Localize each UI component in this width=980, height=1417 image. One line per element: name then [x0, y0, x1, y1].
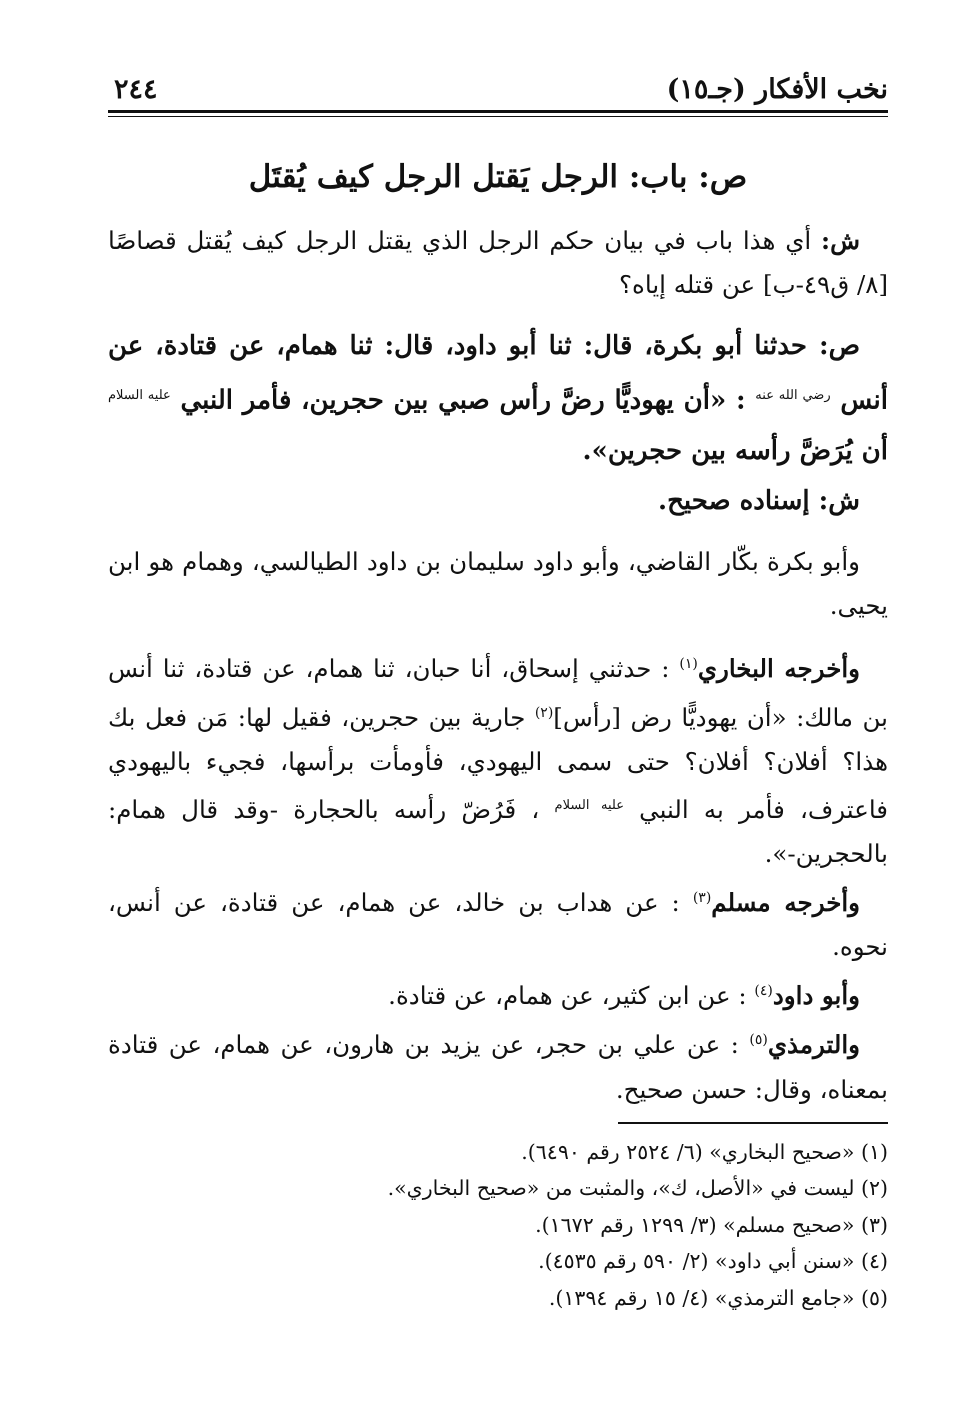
running-header: [108, 66, 888, 110]
book-page: [108, 66, 888, 1316]
muslim-text: : عن هداب بن خالد، عن همام، عن قتادة، عن أنس، نحوه.: [108, 888, 888, 962]
header-rule-thin: [108, 116, 888, 117]
footnote-1: (١) «صحيح البخاري» (٦/ ٢٥٢٤ رقم ٦٤٩٠).: [521, 1139, 888, 1164]
hadith-matn: : «أن يهوديًّا رضَّ رأس صبي بين حجرين، فأمر النبي: [180, 385, 746, 416]
isnad-verdict: ش: إسناده صحيح.: [658, 485, 860, 516]
footnote-3: (٣) «صحيح مسلم» (٣/ ١٢٩٩ رقم ١٦٧٢).: [535, 1212, 888, 1237]
tirmidhi-text: : عن علي بن حجر، عن يزيد بن هارون، عن همام، عن قتادة بمعناه، وقال: حسن صحيح.: [108, 1030, 888, 1104]
tirmidhi-paragraph: [108, 1018, 888, 1111]
bukhari-paragraph: [108, 642, 888, 876]
matn-marker: ص:: [818, 331, 860, 361]
header-rule-thick: [108, 110, 888, 113]
honorific-alayhissalam-glyph-2: عليه السلام: [554, 797, 624, 813]
book-title: نخب الأفكار (جـ١٥): [666, 74, 888, 105]
commentary-paragraph-1: [108, 219, 888, 307]
page-number: ٢٤٤: [114, 74, 158, 105]
abudawud-lead: وأبو داود: [772, 981, 860, 1011]
honorific-alayhissalam-glyph: عليه السلام: [108, 388, 171, 403]
muslim-paragraph: [108, 876, 888, 969]
footnote-4: (٤) «سنن أبي داود» (٢/ ٥٩٠ رقم ٤٥٣٥).: [538, 1249, 888, 1274]
sharh-marker: ش:: [821, 226, 860, 255]
footnote-ref-2: (٢): [534, 704, 554, 721]
abudawud-text: : عن ابن كثير، عن همام، عن قتادة.: [388, 981, 747, 1011]
footnote-separator: [618, 1122, 888, 1124]
bukhari-lead: وأخرجه البخاري: [697, 653, 860, 683]
footnote-ref-1: (١): [679, 655, 698, 672]
hadith-matn-end: أن يُرَضَّ رأسه بين حجرين».: [582, 435, 888, 466]
footnote-ref-5: (٥): [749, 1032, 768, 1049]
muslim-lead: وأخرجه مسلم: [711, 888, 860, 918]
bukhari-text-a: : حدثني إسحاق، أنا حبان، ثنا همام، عن قتادة، ثنا أنس بن مالك: «أن يهوديًّا رض [رأس]: [108, 653, 888, 732]
section-title: ص: باب: الرجل يَقتل الرجل كيف يُقتَل: [248, 159, 748, 195]
abudawud-paragraph: [108, 969, 888, 1018]
footnote-2: (٢) ليست في «الأصل، ك»، والمثبت من «صحيح البخاري».: [387, 1176, 888, 1201]
footnote-5: (٥) «جامع الترمذي» (٤/ ١٥ رقم ١٣٩٤).: [548, 1285, 888, 1310]
tirmidhi-lead: والترمذي: [767, 1030, 860, 1060]
bukhari-text-b: جارية بين حجرين، فقيل لها: مَن فعل بك هذا؟ أفلان؟ أفلان؟ حتى سمى اليهودي، فأومأت برأسها، فجيء باليهودي فاعترف، فأمر به النبي: [108, 702, 888, 825]
bukhari-text-c: ، فَرُضّ رأسه بالحجارة -وقد قال همام: بالحجرين-».: [108, 795, 888, 869]
honorific-radiallahu-glyph: رضي الله عنه: [755, 388, 831, 403]
narrators-paragraph: وأبو بكرة بكّار القاضي، وأبو داود سليمان بن داود الطيالسي، وهمام هو ابن يحيى.: [108, 546, 888, 620]
commentary-text-1: أي هذا باب في بيان حكم الرجل الذي يقتل الرجل كيف يُقتل قصاصًا [٨/ ق٤٩-ب] عن قتله إياه؟: [108, 226, 888, 299]
footnote-ref-3: (٣): [692, 890, 712, 907]
footnotes: [108, 1134, 888, 1317]
footnote-ref-4: (٤): [754, 983, 773, 1000]
hadith-isnad: حدثنا أبو بكرة، قال: ثنا أبو داود، قال: ثنا همام، عن قتادة، عن أنس: [108, 331, 888, 416]
hadith-paragraph: [108, 321, 888, 476]
